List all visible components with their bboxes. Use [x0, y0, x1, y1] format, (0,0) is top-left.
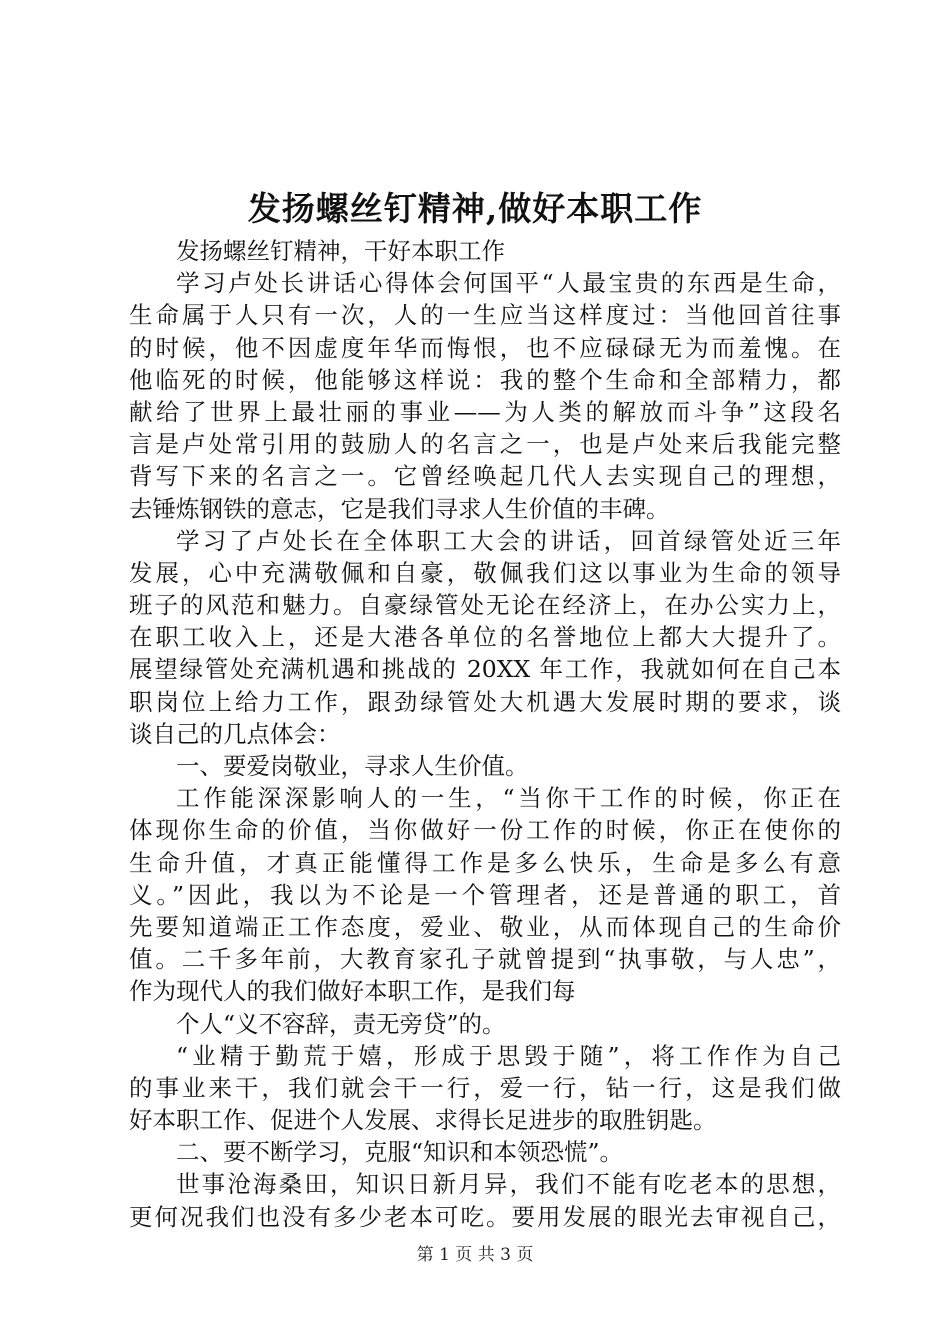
- text-line: 去锤炼钢铁的意志，它是我们寻求人生价值的丰碑。: [129, 494, 670, 523]
- text-line: 献给了世界上最壮丽的事业——为人类的解放而斗争”这段名: [129, 397, 841, 426]
- text-line: 学习了卢处长在全体职工大会的讲话，回首绿管处近三年: [176, 526, 841, 555]
- text-line: 展望绿管处充满机遇和挑战的 20XX 年工作，我就如何在自己本: [129, 655, 841, 684]
- text-line: 工作能深深影响人的一生，“当你干工作的时候，你正在: [176, 784, 841, 813]
- page-footer: 第 1 页 共 3 页: [416, 1245, 534, 1265]
- text-line: 先要知道端正工作态度，爱业、敬业，从而体现自己的生命价: [129, 912, 841, 941]
- text-line: 好本职工作、促进个人发展、求得长足进步的取胜钥匙。: [129, 1106, 717, 1135]
- text-line: 班子的风范和魅力。自豪绿管处无论在经济上，在办公实力上，: [129, 591, 841, 620]
- text-line: 二、要不断学习，克服“知识和本领恐慌”。: [176, 1138, 624, 1167]
- document-title: 发扬螺丝钉精神,做好本职工作: [247, 189, 703, 228]
- text-line: 谈自己的几点体会：: [129, 719, 341, 748]
- text-line: 生命升值，才真正能懂得工作是多么快乐，生命是多么有意: [129, 848, 841, 877]
- text-line: 言是卢处常引用的鼓励人的名言之一，也是卢处来后我能完整: [129, 430, 841, 459]
- text-line: 发展，心中充满敬佩和自豪，敬佩我们这以事业为生命的领导: [129, 558, 841, 587]
- text-line: 值。二千多年前，大教育家孔子就曾提到“执事敬，与人忠”，: [129, 945, 841, 974]
- text-line: 的时候，他不因虚度年华而悔恨，也不应碌碌无为而羞愧。在: [129, 333, 841, 362]
- text-line: 作为现代人的我们做好本职工作，是我们每: [129, 977, 576, 1006]
- text-line: 职岗位上给力工作，跟劲绿管处大机遇大发展时期的要求，谈: [129, 687, 841, 716]
- text-line: 背写下来的名言之一。它曾经唤起几代人去实现自己的理想，: [129, 462, 841, 491]
- document-body: [129, 235, 841, 1233]
- text-line: 更何况我们也没有多少老本可吃。要用发展的眼光去审视自己，: [129, 1202, 841, 1231]
- text-line: 个人“义不容辞，责无旁贷”的。: [176, 1009, 506, 1038]
- text-line: 发扬螺丝钉精神，干好本职工作: [176, 237, 505, 265]
- text-line: 世事沧海桑田，知识日新月异，我们不能有吃老本的思想，: [176, 1170, 841, 1199]
- text-line: “业精于勤荒于嬉，形成于思毁于随”，将工作作为自己: [176, 1041, 841, 1070]
- text-line: 体现你生命的价值，当你做好一份工作的时候，你正在使你的: [129, 816, 841, 845]
- text-line: 一、要爱岗敬业，寻求人生价值。: [176, 752, 529, 780]
- text-line: 的事业来干，我们就会干一行，爱一行，钻一行，这是我们做: [129, 1073, 841, 1102]
- text-line: 生命属于人只有一次，人的一生应当这样度过：当他回首往事: [129, 301, 841, 330]
- text-line: 学习卢处长讲话心得体会何国平“人最宝贵的东西是生命，: [176, 269, 841, 298]
- text-line: 义。”因此，我以为不论是一个管理者，还是普通的职工，首: [129, 880, 841, 909]
- text-line: 他临死的时候，他能够这样说：我的整个生命和全部精力，都: [129, 365, 841, 394]
- text-line: 在职工收入上，还是大港各单位的名誉地位上都大大提升了。: [129, 623, 841, 652]
